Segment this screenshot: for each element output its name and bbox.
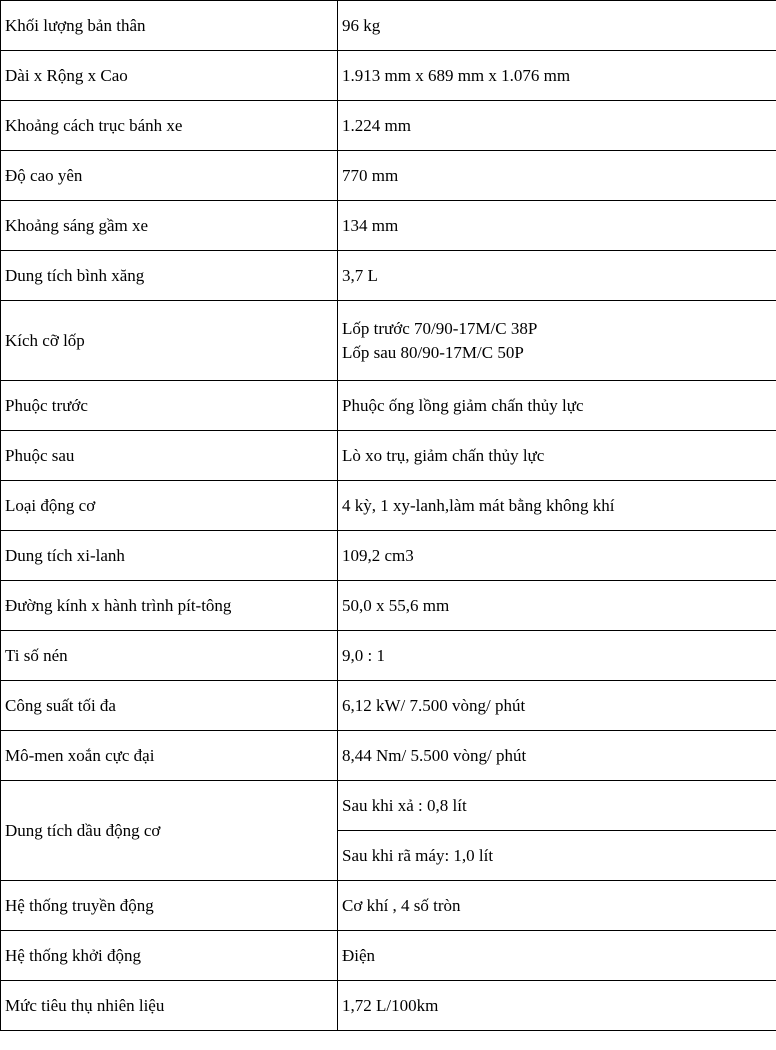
spec-label: Dung tích bình xăng: [1, 251, 338, 301]
spec-value: 50,0 x 55,6 mm: [338, 581, 776, 631]
spec-value: 8,44 Nm/ 5.500 vòng/ phút: [338, 731, 776, 781]
table-row: [1, 631, 776, 681]
table-row: [1, 581, 776, 631]
spec-value-line: Lốp sau 80/90-17M/C 50P: [342, 342, 524, 362]
spec-label: Ti số nén: [1, 631, 338, 681]
spec-value: 134 mm: [338, 201, 776, 251]
table-row: [1, 681, 776, 731]
spec-value: [338, 301, 776, 381]
spec-label: Dài x Rộng x Cao: [1, 51, 338, 101]
spec-value: 4 kỳ, 1 xy-lanh,làm mát bằng không khí: [338, 481, 776, 531]
table-row: [1, 151, 776, 201]
spec-value: 3,7 L: [338, 251, 776, 301]
table-row: [1, 781, 776, 831]
spec-label: Dung tích xi-lanh: [1, 531, 338, 581]
spec-label: Phuộc sau: [1, 431, 338, 481]
table-row: [1, 481, 776, 531]
spec-label: Khoảng sáng gầm xe: [1, 201, 338, 251]
spec-label: Mức tiêu thụ nhiên liệu: [1, 981, 338, 1031]
table-row: [1, 1, 776, 51]
spec-label: Loại động cơ: [1, 481, 338, 531]
spec-label: Hệ thống khởi động: [1, 931, 338, 981]
table-row: [1, 381, 776, 431]
spec-value: Phuộc ống lồng giảm chấn thủy lực: [338, 381, 776, 431]
spec-label: Phuộc trước: [1, 381, 338, 431]
spec-value: Sau khi xả : 0,8 lít: [338, 781, 776, 831]
spec-label: Dung tích dầu động cơ: [1, 781, 338, 881]
spec-value: Cơ khí , 4 số tròn: [338, 881, 776, 931]
spec-value: 6,12 kW/ 7.500 vòng/ phút: [338, 681, 776, 731]
table-row: [1, 251, 776, 301]
spec-label: Công suất tối đa: [1, 681, 338, 731]
table-row: [1, 531, 776, 581]
spec-value: 109,2 cm3: [338, 531, 776, 581]
spec-label: Đường kính x hành trình pít-tông: [1, 581, 338, 631]
table-row: [1, 731, 776, 781]
spec-label: Độ cao yên: [1, 151, 338, 201]
table-row: [1, 201, 776, 251]
spec-value-line: Lốp trước 70/90-17M/C 38P: [342, 318, 538, 338]
spec-value: 1.913 mm x 689 mm x 1.076 mm: [338, 51, 776, 101]
spec-label: Hệ thống truyền động: [1, 881, 338, 931]
table-row: [1, 431, 776, 481]
spec-label: Khối lượng bản thân: [1, 1, 338, 51]
spec-value: 770 mm: [338, 151, 776, 201]
spec-value: 1.224 mm: [338, 101, 776, 151]
table-row: [1, 881, 776, 931]
table-row: [1, 101, 776, 151]
table-row: [1, 931, 776, 981]
spec-value: 96 kg: [338, 1, 776, 51]
table-row: [1, 981, 776, 1031]
spec-value: 1,72 L/100km: [338, 981, 776, 1031]
spec-value: Điện: [338, 931, 776, 981]
spec-label: Khoảng cách trục bánh xe: [1, 101, 338, 151]
spec-label: Mô-men xoắn cực đại: [1, 731, 338, 781]
spec-label: Kích cỡ lốp: [1, 301, 338, 381]
table-row: [1, 301, 776, 381]
spec-value: Sau khi rã máy: 1,0 lít: [338, 831, 776, 881]
table-row: [1, 51, 776, 101]
spec-value: Lò xo trụ, giảm chấn thủy lực: [338, 431, 776, 481]
spec-value: 9,0 : 1: [338, 631, 776, 681]
